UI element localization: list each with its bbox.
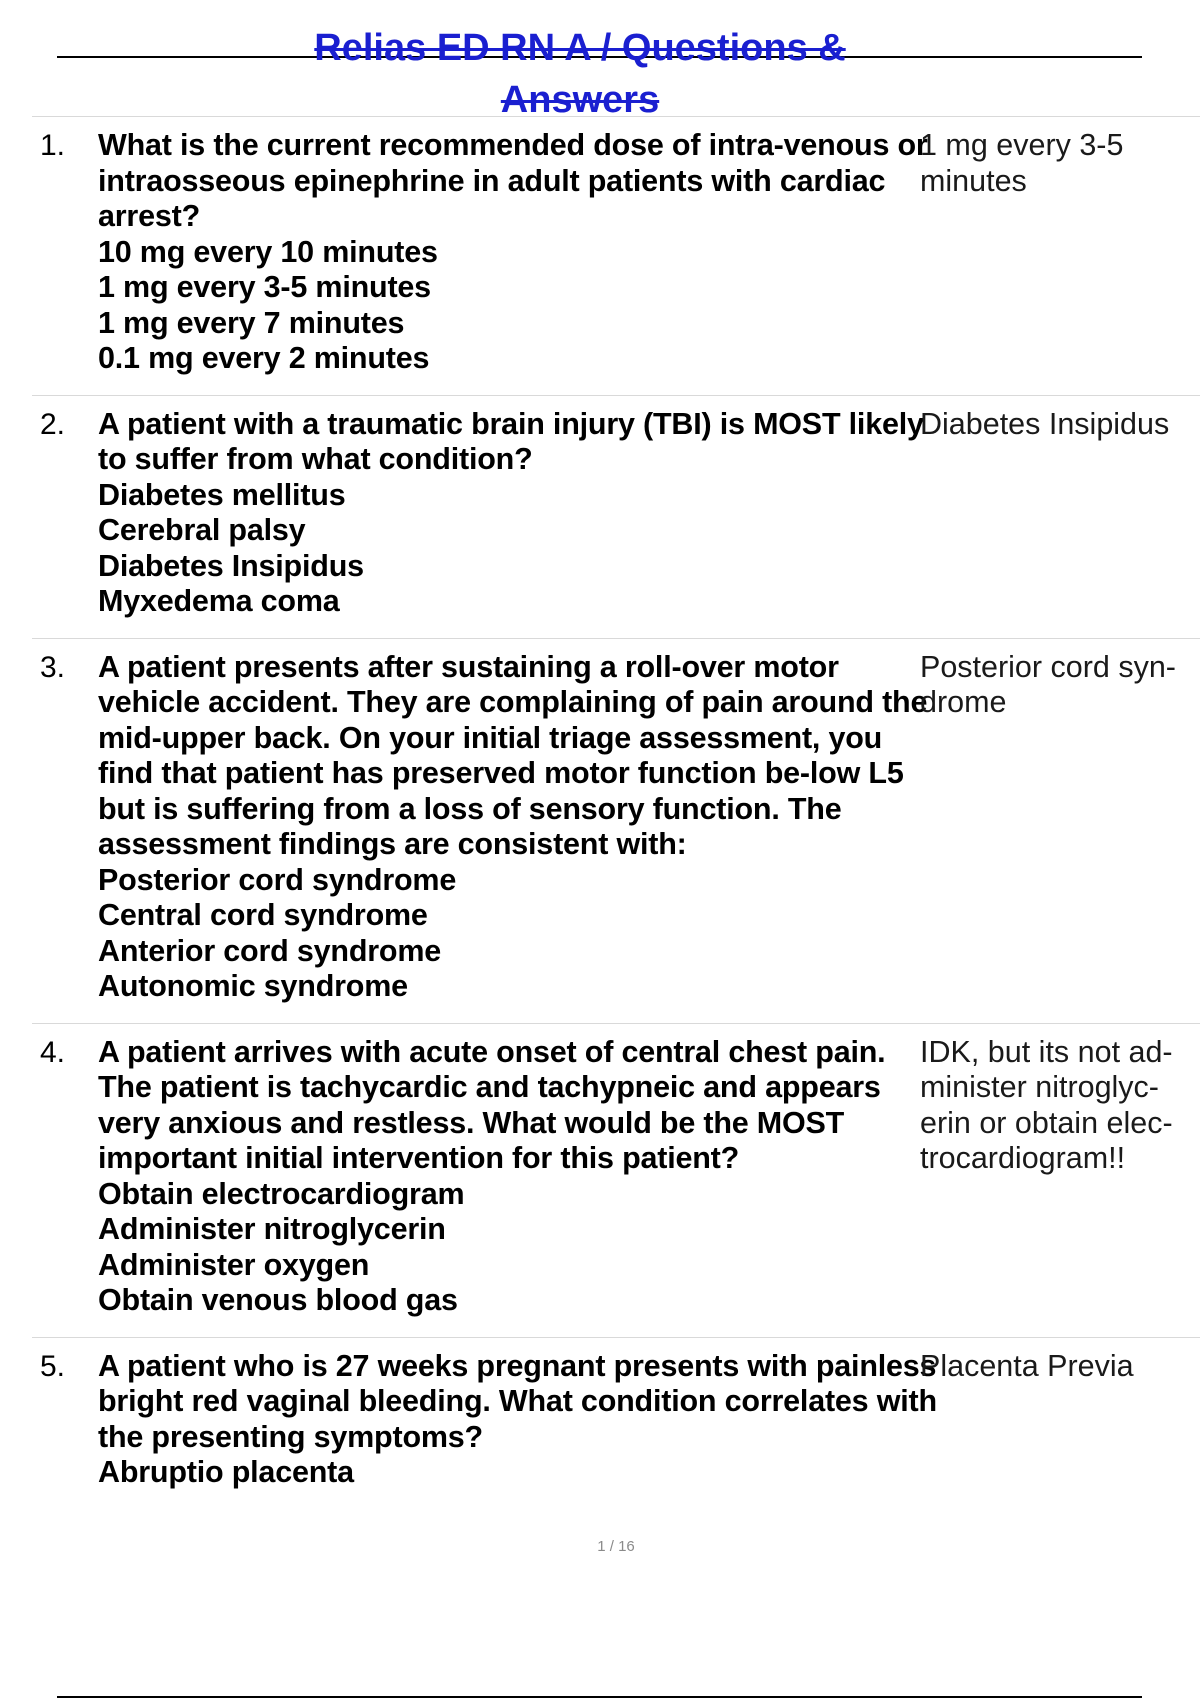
question-number: 3. (40, 650, 66, 684)
option: Autonomic syndrome (98, 969, 408, 1003)
question-block (98, 650, 940, 1005)
answer-text: Posterior cord syn-drome (920, 649, 1176, 719)
question-number: 5. (40, 1349, 66, 1383)
answer-text: IDK, but its not ad-minister nitroglyc-erin or obtain elec-trocardiogram!! (920, 1034, 1173, 1175)
option: 10 mg every 10 minutes (98, 234, 438, 269)
question-number: 2. (40, 407, 66, 441)
qa-item-3 (32, 639, 1200, 1024)
option: Administer nitroglycerin (98, 1212, 446, 1246)
question-text: What is the current recommended dose of intra-venous or intraosseous epinephrine in adult patients with cardiac arrest? (98, 128, 928, 233)
question-text: A patient who is 27 weeks pregnant presents with painless bright red vaginal bleeding. What condition correlates with the presenting symptoms? (98, 1348, 937, 1454)
option: Obtain venous blood gas (98, 1283, 458, 1317)
qa-item-5 (32, 1338, 1200, 1509)
option: Posterior cord syndrome (98, 862, 457, 897)
option: 0.1 mg every 2 minutes (98, 341, 430, 375)
question-block (98, 1035, 940, 1319)
qa-list (32, 116, 1200, 1509)
option: 1 mg every 3-5 minutes (98, 270, 431, 304)
question-block (98, 1349, 940, 1491)
option: Diabetes mellitus (98, 477, 346, 512)
page-indicator: 1 / 16 (597, 1538, 635, 1555)
qa-item-4 (32, 1024, 1200, 1338)
option: Cerebral palsy (98, 513, 306, 547)
option: Obtain electrocardiogram (98, 1176, 465, 1211)
question-block (98, 128, 940, 377)
option: Myxedema coma (98, 584, 340, 618)
option: Administer oxygen (98, 1247, 370, 1282)
option: Diabetes Insipidus (98, 548, 364, 583)
question-block (98, 407, 940, 620)
qa-item-2 (32, 396, 1200, 639)
bottom-rule (57, 1696, 1142, 1698)
title-line-2: Answers (500, 79, 660, 121)
question-number: 4. (40, 1035, 66, 1069)
question-text: A patient with a traumatic brain injury (TBI) is MOST likely to suffer from what condition? (98, 406, 924, 476)
title-heading (230, 22, 930, 126)
option: 1 mg every 7 minutes (98, 305, 405, 340)
question-text: A patient presents after sustaining a roll-over motor vehicle accident. They are complaining of pain around the mid-upper back. On your initial triage assessment, you find that patient has preserved motor function be-low L5 but is suffering from a loss of sensory function. The assessment findings are consistent with: (98, 649, 928, 861)
answer-text: 1 mg every 3-5 minutes (920, 128, 1124, 198)
question-text: A patient arrives with acute onset of central chest pain. The patient is tachycardic and tachypneic and appears very anxious and restless. What would be the MOST important initial intervention for this patient? (98, 1034, 886, 1175)
answer-text: Diabetes Insipidus (920, 406, 1170, 441)
document-title (0, 22, 1160, 126)
option: Abruptio placenta (98, 1455, 354, 1489)
qa-item-1 (32, 117, 1200, 396)
title-line-1: Relias ED RN A / Questions & (314, 27, 846, 69)
option: Central cord syndrome (98, 898, 428, 932)
option: Anterior cord syndrome (98, 933, 442, 968)
answer-text: Placenta Previa (920, 1348, 1134, 1383)
question-number: 1. (40, 129, 66, 162)
